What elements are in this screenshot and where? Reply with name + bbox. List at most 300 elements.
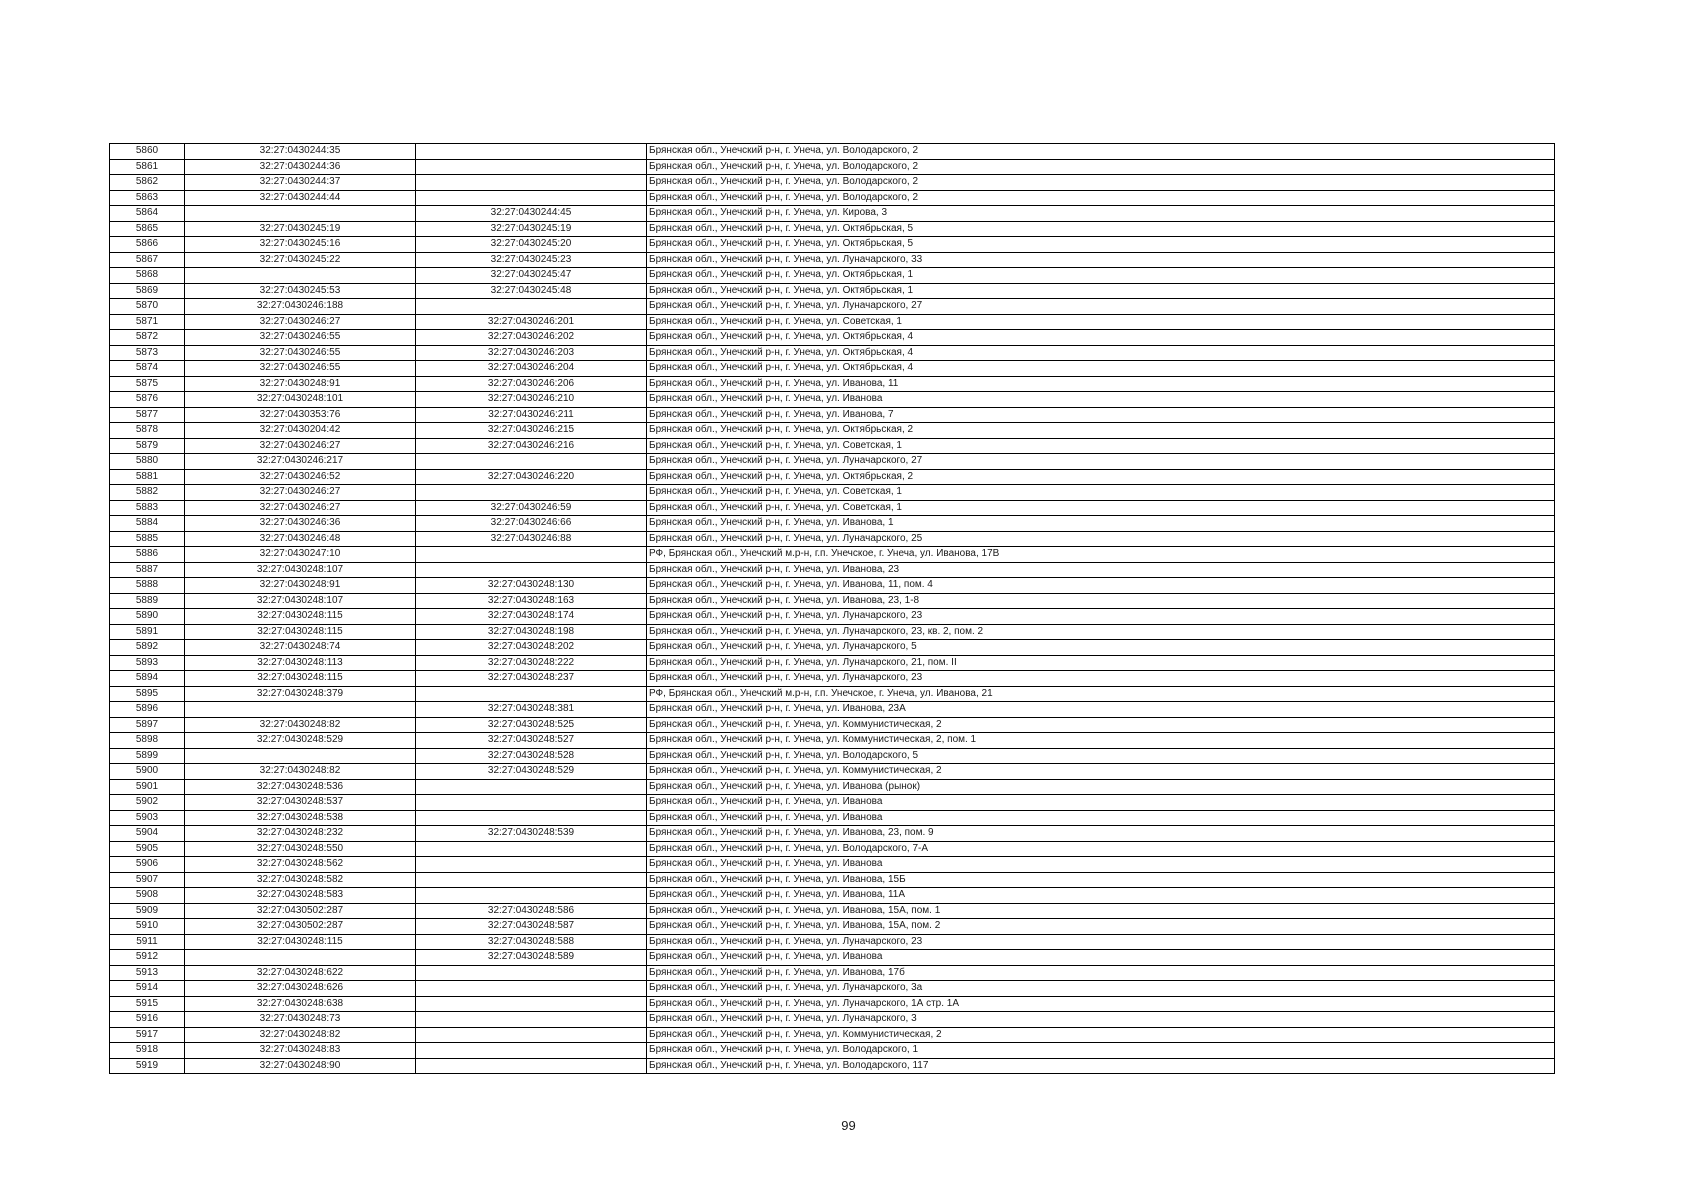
table-row xyxy=(110,624,1555,640)
address-cell: Брянская обл., Унечский р-н, г. Унеча, ул. Володарского, 117 xyxy=(647,1058,1555,1074)
row-number-cell: 5863 xyxy=(110,190,185,206)
address-cell: РФ, Брянская обл., Унечский м.р-н, г.п. Унечское, г. Унеча, ул. Иванова, 17В xyxy=(647,547,1555,563)
address-cell: Брянская обл., Унечский р-н, г. Унеча, ул. Луначарского, 23, кв. 2, пом. 2 xyxy=(647,624,1555,640)
row-number-cell: 5877 xyxy=(110,407,185,423)
row-number-cell: 5883 xyxy=(110,500,185,516)
cadastral-number-cell: 32:27:0430248:82 xyxy=(185,1027,416,1043)
object-cadastral-number-cell: 32:27:0430246:202 xyxy=(416,330,647,346)
table-row xyxy=(110,175,1555,191)
address-cell: Брянская обл., Унечский р-н, г. Унеча, ул. Коммунистическая, 2 xyxy=(647,1027,1555,1043)
cadastral-number-cell: 32:27:0430248:538 xyxy=(185,810,416,826)
object-cadastral-number-cell: 32:27:0430248:222 xyxy=(416,655,647,671)
row-number-cell: 5918 xyxy=(110,1043,185,1059)
row-number-cell: 5880 xyxy=(110,454,185,470)
table-row xyxy=(110,578,1555,594)
row-number-cell: 5879 xyxy=(110,438,185,454)
cadastral-number-cell: 32:27:0430246:52 xyxy=(185,469,416,485)
address-cell: Брянская обл., Унечский р-н, г. Унеча, ул. Октябрьская, 5 xyxy=(647,237,1555,253)
table-row xyxy=(110,888,1555,904)
table-row xyxy=(110,268,1555,284)
address-cell: Брянская обл., Унечский р-н, г. Унеча, ул. Октябрьская, 2 xyxy=(647,423,1555,439)
object-cadastral-number-cell xyxy=(416,1058,647,1074)
table-row xyxy=(110,671,1555,687)
row-number-cell: 5874 xyxy=(110,361,185,377)
table-row xyxy=(110,1058,1555,1074)
address-cell: Брянская обл., Унечский р-н, г. Унеча, ул. Иванова, 7 xyxy=(647,407,1555,423)
object-cadastral-number-cell: 32:27:0430245:48 xyxy=(416,283,647,299)
row-number-cell: 5861 xyxy=(110,159,185,175)
object-cadastral-number-cell xyxy=(416,175,647,191)
table-row xyxy=(110,1027,1555,1043)
cadastral-number-cell: 32:27:0430248:107 xyxy=(185,593,416,609)
cadastral-number-cell: 32:27:0430248:529 xyxy=(185,733,416,749)
address-cell: Брянская обл., Унечский р-н, г. Унеча, ул. Октябрьская, 4 xyxy=(647,330,1555,346)
cadastral-number-cell: 32:27:0430244:36 xyxy=(185,159,416,175)
object-cadastral-number-cell: 32:27:0430248:525 xyxy=(416,717,647,733)
cadastral-number-cell: 32:27:0430353:76 xyxy=(185,407,416,423)
address-cell: Брянская обл., Унечский р-н, г. Унеча, ул. Луначарского, 3а xyxy=(647,981,1555,997)
row-number-cell: 5899 xyxy=(110,748,185,764)
table-row xyxy=(110,283,1555,299)
object-cadastral-number-cell: 32:27:0430248:587 xyxy=(416,919,647,935)
address-cell: Брянская обл., Унечский р-н, г. Унеча, ул. Октябрьская, 5 xyxy=(647,221,1555,237)
address-cell: Брянская обл., Унечский р-н, г. Унеча, ул. Луначарского, 27 xyxy=(647,454,1555,470)
table-row xyxy=(110,392,1555,408)
address-cell: Брянская обл., Унечский р-н, г. Унеча, ул. Иванова xyxy=(647,392,1555,408)
table-row xyxy=(110,485,1555,501)
table-row xyxy=(110,950,1555,966)
cadastral-number-cell: 32:27:0430248:113 xyxy=(185,655,416,671)
table-row xyxy=(110,919,1555,935)
address-cell: Брянская обл., Унечский р-н, г. Унеча, ул. Луначарского, 5 xyxy=(647,640,1555,656)
table-row xyxy=(110,1043,1555,1059)
object-cadastral-number-cell: 32:27:0430246:88 xyxy=(416,531,647,547)
cadastral-number-cell: 32:27:0430502:287 xyxy=(185,919,416,935)
address-cell: Брянская обл., Унечский р-н, г. Унеча, ул. Иванова, 15А, пом. 2 xyxy=(647,919,1555,935)
cadastral-number-cell: 32:27:0430248:638 xyxy=(185,996,416,1012)
address-cell: РФ, Брянская обл., Унечский м.р-н, г.п. Унечское, г. Унеча, ул. Иванова, 21 xyxy=(647,686,1555,702)
address-cell: Брянская обл., Унечский р-н, г. Унеча, ул. Володарского, 1 xyxy=(647,1043,1555,1059)
object-cadastral-number-cell: 32:27:0430248:588 xyxy=(416,934,647,950)
object-cadastral-number-cell: 32:27:0430246:59 xyxy=(416,500,647,516)
row-number-cell: 5884 xyxy=(110,516,185,532)
cadastral-number-cell: 32:27:0430248:107 xyxy=(185,562,416,578)
row-number-cell: 5889 xyxy=(110,593,185,609)
address-cell: Брянская обл., Унечский р-н, г. Унеча, ул. Коммунистическая, 2 xyxy=(647,717,1555,733)
cadastral-number-cell: 32:27:0430248:582 xyxy=(185,872,416,888)
cadastral-number-cell: 32:27:0430248:115 xyxy=(185,671,416,687)
table-row xyxy=(110,857,1555,873)
table-row xyxy=(110,407,1555,423)
address-cell: Брянская обл., Унечский р-н, г. Унеча, ул. Советская, 1 xyxy=(647,485,1555,501)
table-row xyxy=(110,826,1555,842)
cadastral-number-cell: 32:27:0430246:55 xyxy=(185,361,416,377)
address-cell: Брянская обл., Унечский р-н, г. Унеча, ул. Володарского, 7-А xyxy=(647,841,1555,857)
object-cadastral-number-cell xyxy=(416,795,647,811)
address-cell: Брянская обл., Унечский р-н, г. Унеча, ул. Иванова xyxy=(647,810,1555,826)
object-cadastral-number-cell: 32:27:0430244:45 xyxy=(416,206,647,222)
address-cell: Брянская обл., Унечский р-н, г. Унеча, ул. Иванова, 23 xyxy=(647,562,1555,578)
object-cadastral-number-cell xyxy=(416,872,647,888)
cadastral-number-cell: 32:27:0430246:27 xyxy=(185,314,416,330)
cadastral-number-cell: 32:27:0430246:55 xyxy=(185,330,416,346)
address-cell: Брянская обл., Унечский р-н, г. Унеча, ул. Иванова (рынок) xyxy=(647,779,1555,795)
row-number-cell: 5914 xyxy=(110,981,185,997)
row-number-cell: 5898 xyxy=(110,733,185,749)
table-row xyxy=(110,252,1555,268)
object-cadastral-number-cell: 32:27:0430246:210 xyxy=(416,392,647,408)
row-number-cell: 5897 xyxy=(110,717,185,733)
cadastral-number-cell: 32:27:0430246:188 xyxy=(185,299,416,315)
object-cadastral-number-cell xyxy=(416,547,647,563)
object-cadastral-number-cell: 32:27:0430246:203 xyxy=(416,345,647,361)
table-row xyxy=(110,531,1555,547)
row-number-cell: 5881 xyxy=(110,469,185,485)
row-number-cell: 5867 xyxy=(110,252,185,268)
row-number-cell: 5887 xyxy=(110,562,185,578)
address-cell: Брянская обл., Унечский р-н, г. Унеча, ул. Иванова, 11, пом. 4 xyxy=(647,578,1555,594)
cadastral-number-cell: 32:27:0430246:217 xyxy=(185,454,416,470)
address-cell: Брянская обл., Унечский р-н, г. Унеча, ул. Иванова, 23А xyxy=(647,702,1555,718)
table-row xyxy=(110,299,1555,315)
object-cadastral-number-cell xyxy=(416,810,647,826)
table-row xyxy=(110,376,1555,392)
cadastral-number-cell: 32:27:0430248:90 xyxy=(185,1058,416,1074)
row-number-cell: 5892 xyxy=(110,640,185,656)
address-cell: Брянская обл., Унечский р-н, г. Унеча, ул. Коммунистическая, 2, пом. 1 xyxy=(647,733,1555,749)
address-cell: Брянская обл., Унечский р-н, г. Унеча, ул. Володарского, 2 xyxy=(647,159,1555,175)
object-cadastral-number-cell xyxy=(416,1027,647,1043)
cadastral-number-cell: 32:27:0430244:44 xyxy=(185,190,416,206)
address-cell: Брянская обл., Унечский р-н, г. Унеча, ул. Октябрьская, 2 xyxy=(647,469,1555,485)
address-cell: Брянская обл., Унечский р-н, г. Унеча, ул. Иванова, 1 xyxy=(647,516,1555,532)
address-cell: Брянская обл., Унечский р-н, г. Унеча, ул. Луначарского, 25 xyxy=(647,531,1555,547)
row-number-cell: 5908 xyxy=(110,888,185,904)
object-cadastral-number-cell: 32:27:0430248:198 xyxy=(416,624,647,640)
table-row xyxy=(110,190,1555,206)
registry-table-body xyxy=(110,144,1555,1074)
cadastral-number-cell: 32:27:0430248:583 xyxy=(185,888,416,904)
row-number-cell: 5906 xyxy=(110,857,185,873)
table-row xyxy=(110,144,1555,160)
address-cell: Брянская обл., Унечский р-н, г. Унеча, ул. Советская, 1 xyxy=(647,438,1555,454)
row-number-cell: 5862 xyxy=(110,175,185,191)
cadastral-number-cell: 32:27:0430244:37 xyxy=(185,175,416,191)
table-row xyxy=(110,206,1555,222)
object-cadastral-number-cell xyxy=(416,981,647,997)
object-cadastral-number-cell: 32:27:0430248:381 xyxy=(416,702,647,718)
object-cadastral-number-cell xyxy=(416,454,647,470)
object-cadastral-number-cell: 32:27:0430246:206 xyxy=(416,376,647,392)
row-number-cell: 5886 xyxy=(110,547,185,563)
address-cell: Брянская обл., Унечский р-н, г. Унеча, ул. Володарского, 2 xyxy=(647,144,1555,160)
row-number-cell: 5896 xyxy=(110,702,185,718)
table-row xyxy=(110,516,1555,532)
cadastral-number-cell: 32:27:0430204:42 xyxy=(185,423,416,439)
address-cell: Брянская обл., Унечский р-н, г. Унеча, ул. Советская, 1 xyxy=(647,500,1555,516)
object-cadastral-number-cell xyxy=(416,190,647,206)
object-cadastral-number-cell xyxy=(416,485,647,501)
object-cadastral-number-cell: 32:27:0430245:20 xyxy=(416,237,647,253)
table-row xyxy=(110,345,1555,361)
row-number-cell: 5869 xyxy=(110,283,185,299)
object-cadastral-number-cell: 32:27:0430246:201 xyxy=(416,314,647,330)
address-cell: Брянская обл., Унечский р-н, г. Унеча, ул. Иванова, 23, 1-8 xyxy=(647,593,1555,609)
row-number-cell: 5868 xyxy=(110,268,185,284)
cadastral-number-cell: 32:27:0430248:91 xyxy=(185,578,416,594)
row-number-cell: 5911 xyxy=(110,934,185,950)
table-row xyxy=(110,810,1555,826)
row-number-cell: 5882 xyxy=(110,485,185,501)
table-row xyxy=(110,1012,1555,1028)
table-row xyxy=(110,795,1555,811)
row-number-cell: 5865 xyxy=(110,221,185,237)
table-row xyxy=(110,454,1555,470)
cadastral-number-cell: 32:27:0430248:115 xyxy=(185,934,416,950)
cadastral-number-cell xyxy=(185,268,416,284)
object-cadastral-number-cell: 32:27:0430248:130 xyxy=(416,578,647,594)
object-cadastral-number-cell xyxy=(416,841,647,857)
object-cadastral-number-cell: 32:27:0430248:163 xyxy=(416,593,647,609)
object-cadastral-number-cell: 32:27:0430245:47 xyxy=(416,268,647,284)
object-cadastral-number-cell: 32:27:0430248:528 xyxy=(416,748,647,764)
address-cell: Брянская обл., Унечский р-н, г. Унеча, ул. Луначарского, 1А стр. 1А xyxy=(647,996,1555,1012)
row-number-cell: 5893 xyxy=(110,655,185,671)
table-row xyxy=(110,996,1555,1012)
object-cadastral-number-cell: 32:27:0430248:527 xyxy=(416,733,647,749)
address-cell: Брянская обл., Унечский р-н, г. Унеча, ул. Володарского, 2 xyxy=(647,175,1555,191)
object-cadastral-number-cell: 32:27:0430248:237 xyxy=(416,671,647,687)
cadastral-number-cell: 32:27:0430248:82 xyxy=(185,764,416,780)
address-cell: Брянская обл., Унечский р-н, г. Унеча, ул. Луначарского, 23 xyxy=(647,671,1555,687)
object-cadastral-number-cell xyxy=(416,1012,647,1028)
table-row xyxy=(110,655,1555,671)
object-cadastral-number-cell xyxy=(416,562,647,578)
table-row xyxy=(110,438,1555,454)
cadastral-number-cell xyxy=(185,206,416,222)
object-cadastral-number-cell xyxy=(416,159,647,175)
object-cadastral-number-cell xyxy=(416,857,647,873)
row-number-cell: 5873 xyxy=(110,345,185,361)
table-row xyxy=(110,841,1555,857)
address-cell: Брянская обл., Унечский р-н, г. Унеча, ул. Иванова xyxy=(647,950,1555,966)
table-row xyxy=(110,221,1555,237)
table-row xyxy=(110,764,1555,780)
row-number-cell: 5902 xyxy=(110,795,185,811)
table-row xyxy=(110,965,1555,981)
cadastral-number-cell: 32:27:0430246:27 xyxy=(185,485,416,501)
row-number-cell: 5917 xyxy=(110,1027,185,1043)
address-cell: Брянская обл., Унечский р-н, г. Унеча, ул. Иванова, 15А, пом. 1 xyxy=(647,903,1555,919)
object-cadastral-number-cell: 32:27:0430248:202 xyxy=(416,640,647,656)
address-cell: Брянская обл., Унечский р-н, г. Унеча, ул. Иванова xyxy=(647,857,1555,873)
address-cell: Брянская обл., Унечский р-н, г. Унеча, ул. Кирова, 3 xyxy=(647,206,1555,222)
cadastral-number-cell: 32:27:0430246:27 xyxy=(185,438,416,454)
cadastral-number-cell: 32:27:0430248:550 xyxy=(185,841,416,857)
address-cell: Брянская обл., Унечский р-н, г. Унеча, ул. Иванова, 15Б xyxy=(647,872,1555,888)
cadastral-number-cell: 32:27:0430248:83 xyxy=(185,1043,416,1059)
row-number-cell: 5904 xyxy=(110,826,185,842)
table-row xyxy=(110,593,1555,609)
cadastral-number-cell: 32:27:0430502:287 xyxy=(185,903,416,919)
cadastral-number-cell: 32:27:0430248:115 xyxy=(185,609,416,625)
address-cell: Брянская обл., Унечский р-н, г. Унеча, ул. Советская, 1 xyxy=(647,314,1555,330)
cadastral-number-cell: 32:27:0430248:536 xyxy=(185,779,416,795)
table-row xyxy=(110,934,1555,950)
object-cadastral-number-cell xyxy=(416,779,647,795)
table-row xyxy=(110,562,1555,578)
table-row xyxy=(110,748,1555,764)
row-number-cell: 5916 xyxy=(110,1012,185,1028)
table-row xyxy=(110,469,1555,485)
cadastral-number-cell: 32:27:0430248:379 xyxy=(185,686,416,702)
row-number-cell: 5872 xyxy=(110,330,185,346)
cadastral-number-cell: 32:27:0430246:27 xyxy=(185,500,416,516)
address-cell: Брянская обл., Унечский р-н, г. Унеча, ул. Иванова, 23, пом. 9 xyxy=(647,826,1555,842)
cadastral-number-cell: 32:27:0430248:622 xyxy=(185,965,416,981)
object-cadastral-number-cell: 32:27:0430246:215 xyxy=(416,423,647,439)
address-cell: Брянская обл., Унечский р-н, г. Унеча, ул. Коммунистическая, 2 xyxy=(647,764,1555,780)
address-cell: Брянская обл., Унечский р-н, г. Унеча, ул. Октябрьская, 1 xyxy=(647,283,1555,299)
cadastral-number-cell: 32:27:0430247:10 xyxy=(185,547,416,563)
table-row xyxy=(110,981,1555,997)
row-number-cell: 5913 xyxy=(110,965,185,981)
object-cadastral-number-cell xyxy=(416,1043,647,1059)
row-number-cell: 5864 xyxy=(110,206,185,222)
row-number-cell: 5891 xyxy=(110,624,185,640)
table-row xyxy=(110,640,1555,656)
row-number-cell: 5866 xyxy=(110,237,185,253)
cadastral-number-cell: 32:27:0430248:101 xyxy=(185,392,416,408)
table-row xyxy=(110,314,1555,330)
table-row xyxy=(110,423,1555,439)
object-cadastral-number-cell: 32:27:0430248:529 xyxy=(416,764,647,780)
row-number-cell: 5910 xyxy=(110,919,185,935)
address-cell: Брянская обл., Унечский р-н, г. Унеча, ул. Октябрьская, 4 xyxy=(647,361,1555,377)
property-registry-table xyxy=(109,143,1555,1074)
cadastral-number-cell: 32:27:0430248:537 xyxy=(185,795,416,811)
row-number-cell: 5912 xyxy=(110,950,185,966)
address-cell: Брянская обл., Унечский р-н, г. Унеча, ул. Октябрьская, 1 xyxy=(647,268,1555,284)
cadastral-number-cell: 32:27:0430245:19 xyxy=(185,221,416,237)
cadastral-number-cell: 32:27:0430248:562 xyxy=(185,857,416,873)
cadastral-number-cell: 32:27:0430245:22 xyxy=(185,252,416,268)
address-cell: Брянская обл., Унечский р-н, г. Унеча, ул. Луначарского, 33 xyxy=(647,252,1555,268)
table-row xyxy=(110,872,1555,888)
table-row xyxy=(110,903,1555,919)
object-cadastral-number-cell xyxy=(416,299,647,315)
object-cadastral-number-cell xyxy=(416,144,647,160)
object-cadastral-number-cell xyxy=(416,888,647,904)
row-number-cell: 5878 xyxy=(110,423,185,439)
object-cadastral-number-cell xyxy=(416,686,647,702)
cadastral-number-cell: 32:27:0430245:16 xyxy=(185,237,416,253)
row-number-cell: 5895 xyxy=(110,686,185,702)
address-cell: Брянская обл., Унечский р-н, г. Унеча, ул. Иванова, 11А xyxy=(647,888,1555,904)
address-cell: Брянская обл., Унечский р-н, г. Унеча, ул. Володарского, 2 xyxy=(647,190,1555,206)
table-row xyxy=(110,609,1555,625)
table-row xyxy=(110,547,1555,563)
row-number-cell: 5919 xyxy=(110,1058,185,1074)
object-cadastral-number-cell: 32:27:0430245:19 xyxy=(416,221,647,237)
row-number-cell: 5870 xyxy=(110,299,185,315)
address-cell: Брянская обл., Унечский р-н, г. Унеча, ул. Иванова, 17б xyxy=(647,965,1555,981)
address-cell: Брянская обл., Унечский р-н, г. Унеча, ул. Иванова, 11 xyxy=(647,376,1555,392)
table-row xyxy=(110,159,1555,175)
row-number-cell: 5900 xyxy=(110,764,185,780)
table-row xyxy=(110,779,1555,795)
cadastral-number-cell: 32:27:0430248:626 xyxy=(185,981,416,997)
row-number-cell: 5901 xyxy=(110,779,185,795)
row-number-cell: 5871 xyxy=(110,314,185,330)
row-number-cell: 5915 xyxy=(110,996,185,1012)
page-number: 99 xyxy=(841,1118,856,1133)
object-cadastral-number-cell xyxy=(416,965,647,981)
row-number-cell: 5905 xyxy=(110,841,185,857)
cadastral-number-cell xyxy=(185,748,416,764)
cadastral-number-cell: 32:27:0430248:232 xyxy=(185,826,416,842)
table-row xyxy=(110,686,1555,702)
address-cell: Брянская обл., Унечский р-н, г. Унеча, ул. Луначарского, 21, пом. II xyxy=(647,655,1555,671)
table-row xyxy=(110,361,1555,377)
table-row xyxy=(110,702,1555,718)
table-row xyxy=(110,237,1555,253)
table-row xyxy=(110,733,1555,749)
cadastral-number-cell: 32:27:0430248:91 xyxy=(185,376,416,392)
object-cadastral-number-cell: 32:27:0430248:589 xyxy=(416,950,647,966)
address-cell: Брянская обл., Унечский р-н, г. Унеча, ул. Володарского, 5 xyxy=(647,748,1555,764)
object-cadastral-number-cell: 32:27:0430248:539 xyxy=(416,826,647,842)
row-number-cell: 5860 xyxy=(110,144,185,160)
row-number-cell: 5890 xyxy=(110,609,185,625)
cadastral-number-cell xyxy=(185,950,416,966)
object-cadastral-number-cell: 32:27:0430248:586 xyxy=(416,903,647,919)
row-number-cell: 5885 xyxy=(110,531,185,547)
cadastral-number-cell: 32:27:0430248:73 xyxy=(185,1012,416,1028)
cadastral-number-cell: 32:27:0430244:35 xyxy=(185,144,416,160)
row-number-cell: 5875 xyxy=(110,376,185,392)
table-row xyxy=(110,330,1555,346)
object-cadastral-number-cell: 32:27:0430246:220 xyxy=(416,469,647,485)
object-cadastral-number-cell: 32:27:0430246:204 xyxy=(416,361,647,377)
cadastral-number-cell: 32:27:0430246:55 xyxy=(185,345,416,361)
cadastral-number-cell xyxy=(185,702,416,718)
cadastral-number-cell: 32:27:0430245:53 xyxy=(185,283,416,299)
address-cell: Брянская обл., Унечский р-н, г. Унеча, ул. Иванова xyxy=(647,795,1555,811)
cadastral-number-cell: 32:27:0430246:36 xyxy=(185,516,416,532)
cadastral-number-cell: 32:27:0430248:74 xyxy=(185,640,416,656)
cadastral-number-cell: 32:27:0430246:48 xyxy=(185,531,416,547)
table-row xyxy=(110,717,1555,733)
object-cadastral-number-cell: 32:27:0430246:216 xyxy=(416,438,647,454)
object-cadastral-number-cell xyxy=(416,996,647,1012)
object-cadastral-number-cell: 32:27:0430246:211 xyxy=(416,407,647,423)
object-cadastral-number-cell: 32:27:0430246:66 xyxy=(416,516,647,532)
cadastral-number-cell: 32:27:0430248:115 xyxy=(185,624,416,640)
row-number-cell: 5876 xyxy=(110,392,185,408)
row-number-cell: 5894 xyxy=(110,671,185,687)
cadastral-number-cell: 32:27:0430248:82 xyxy=(185,717,416,733)
object-cadastral-number-cell: 32:27:0430245:23 xyxy=(416,252,647,268)
object-cadastral-number-cell: 32:27:0430248:174 xyxy=(416,609,647,625)
address-cell: Брянская обл., Унечский р-н, г. Унеча, ул. Луначарского, 23 xyxy=(647,934,1555,950)
address-cell: Брянская обл., Унечский р-н, г. Унеча, ул. Луначарского, 23 xyxy=(647,609,1555,625)
row-number-cell: 5888 xyxy=(110,578,185,594)
row-number-cell: 5903 xyxy=(110,810,185,826)
address-cell: Брянская обл., Унечский р-н, г. Унеча, ул. Октябрьская, 4 xyxy=(647,345,1555,361)
table-row xyxy=(110,500,1555,516)
row-number-cell: 5909 xyxy=(110,903,185,919)
